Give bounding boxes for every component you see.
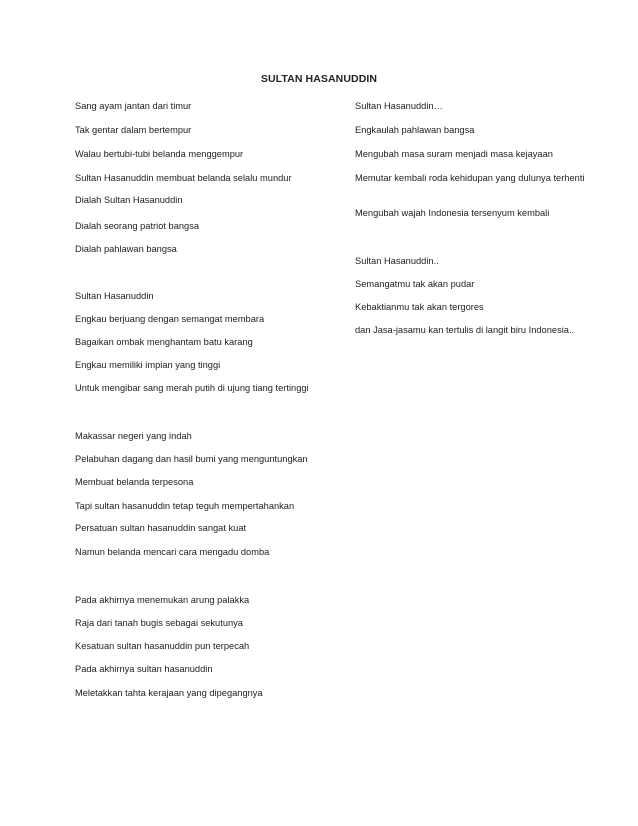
poem-line: Semangatmu tak akan pudar	[355, 279, 475, 289]
poem-line: Sultan Hasanuddin..	[355, 256, 439, 266]
poem-line: Untuk mengibar sang merah putih di ujung tiang tertinggi	[75, 383, 309, 393]
poem-line: Tak gentar dalam bertempur	[75, 125, 192, 135]
poem-line: Persatuan sultan hasanuddin sangat kuat	[75, 523, 247, 533]
poem-line: Pada akhirnya sultan hasanuddin	[75, 664, 213, 674]
poem-line: Meletakkan tahta kerajaan yang dipegangnya	[75, 688, 263, 698]
poem-line: Raja dari tanah bugis sebagai sekutunya	[75, 618, 243, 628]
poem-line: Sang ayam jantan dari timur	[75, 101, 192, 111]
poem-line: Sultan Hasanuddin	[75, 291, 154, 301]
poem-line: Bagaikan ombak menghantam batu karang	[75, 337, 253, 347]
poem-line: Engkaulah pahlawan bangsa	[355, 125, 475, 135]
poem-line: Makassar negeri yang indah	[75, 431, 192, 441]
poem-line: Engkau berjuang dengan semangat membara	[75, 314, 265, 324]
poem-line: Walau bertubi-tubi belanda menggempur	[75, 149, 244, 159]
poem-line: Dialah seorang patriot bangsa	[75, 221, 200, 231]
page-title: SULTAN HASANUDDIN	[260, 73, 378, 85]
poem-line: Mengubah wajah Indonesia tersenyum kembali	[355, 208, 550, 218]
poem-line: Mengubah masa suram menjadi masa kejayaan	[355, 149, 553, 159]
poem-line: Tapi sultan hasanuddin tetap teguh mempertahankan	[75, 501, 295, 511]
poem-line: Dialah Sultan Hasanuddin	[75, 195, 183, 205]
poem-line: Pelabuhan dagang dan hasil bumi yang menguntungkan	[75, 454, 308, 464]
poem-line: Memutar kembali roda kehidupan yang dulunya terhenti	[355, 173, 585, 183]
poem-line: Dialah pahlawan bangsa	[75, 244, 177, 254]
poem-line: Kesatuan sultan hasanuddin pun terpecah	[75, 641, 250, 651]
poem-line: Sultan Hasanuddin membuat belanda selalu mundur	[75, 173, 292, 183]
poem-line: Engkau memiliki impian yang tinggi	[75, 360, 221, 370]
poem-line: dan Jasa-jasamu kan tertulis di langit biru Indonesia..	[355, 325, 575, 335]
poem-line: Kebaktianmu tak akan tergores	[355, 302, 484, 312]
poem-line: Sultan Hasanuddin…	[355, 101, 443, 111]
poem-line: Membuat belanda terpesona	[75, 477, 194, 487]
poem-line: Pada akhirnya menemukan arung palakka	[75, 595, 250, 605]
poem-line: Namun belanda mencari cara mengadu domba	[75, 547, 270, 557]
